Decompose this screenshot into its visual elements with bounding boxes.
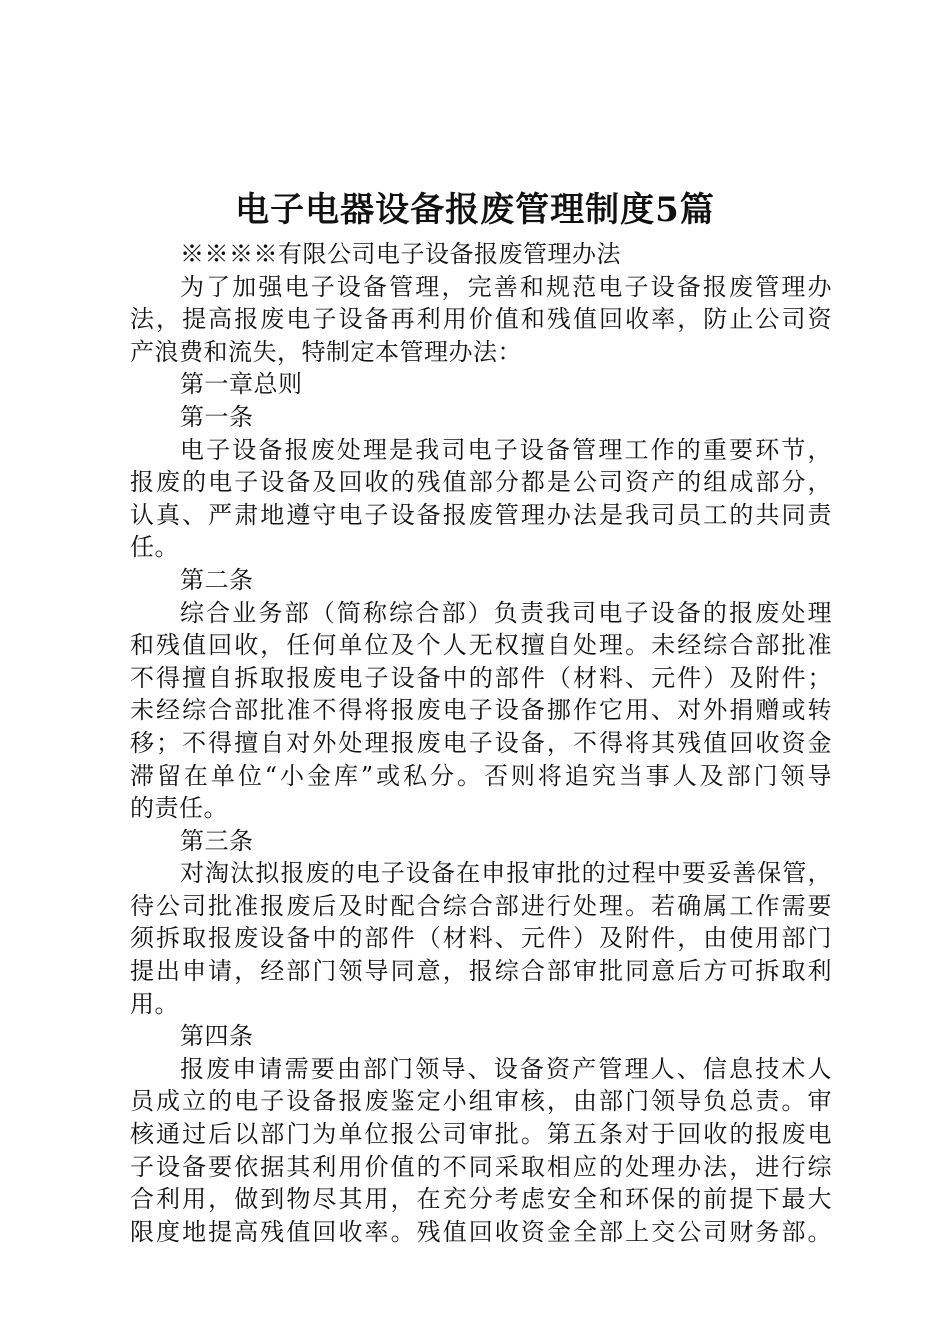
text-line: 第三条 (180, 826, 254, 855)
text-line: 第一章总则 (180, 370, 303, 399)
text-line: 第四条 (180, 1022, 254, 1051)
text-line: 员成立的电子设备报废鉴定小组审核，由部门领导负总责。审 (130, 1087, 832, 1116)
text-line: 未经综合部批准不得将报废电子设备挪作它用、对外捐赠或转 (130, 696, 832, 725)
text-line: 第二条 (180, 565, 254, 594)
text-line: 的责任。 (130, 794, 228, 823)
text-line: 须拆取报废设备中的部件（材料、元件）及附件，由使用部门 (130, 924, 832, 953)
text-line: 合利用，做到物尽其用，在充分考虑安全和环保的前提下最大 (130, 1185, 832, 1214)
text-line: 产浪费和流失，特制定本管理办法： (130, 337, 522, 366)
text-line: 子设备要依据其利用价值的不同采取相应的处理办法，进行综 (130, 1152, 832, 1181)
text-line: 限度地提高残值回收率。残值回收资金全部上交公司财务部。 (130, 1217, 832, 1246)
text-line: 综合业务部（简称综合部）负责我司电子设备的报废处理 (180, 598, 832, 627)
text-line: 移；不得擅自对外处理报废电子设备，不得将其残值回收资金 (130, 728, 832, 757)
text-line: 对淘汰拟报废的电子设备在申报审批的过程中要妥善保管， (180, 859, 832, 888)
document-body (130, 238, 832, 1248)
text-line: 法，提高报废电子设备再利用价值和残值回收率，防止公司资 (130, 305, 832, 334)
text-line: 和残值回收，任何单位及个人无权擅自处理。未经综合部批准 (130, 631, 832, 660)
text-line: 待公司批准报废后及时配合综合部进行处理。若确属工作需要 (130, 891, 832, 920)
text-line: 提出申请，经部门领导同意，报综合部审批同意后方可拆取利 (130, 957, 832, 986)
text-line: 报废的电子设备及回收的残值部分都是公司资产的组成部分， (130, 468, 832, 497)
text-line: ※※※※有限公司电子设备报废管理办法 (180, 240, 621, 268)
text-line: 核通过后以部门为单位报公司审批。第五条对于回收的报废电 (130, 1120, 832, 1149)
text-line: 用。 (130, 989, 179, 1018)
text-line: 滞留在单位“小金库”或私分。否则将追究当事人及部门领导 (130, 761, 832, 790)
text-line: 第一条 (180, 402, 254, 431)
text-line: 为了加强电子设备管理，完善和规范电子设备报废管理办 (180, 272, 832, 301)
text-line: 认真、严肃地遵守电子设备报废管理办法是我司员工的共同责 (130, 500, 832, 529)
text-line: 电子设备报废处理是我司电子设备管理工作的重要环节， (180, 435, 832, 464)
text-line: 任。 (130, 533, 179, 562)
text-line: 不得擅自拆取报废电子设备中的部件（材料、元件）及附件； (130, 663, 832, 692)
document-title: 电子电器设备报废管理制度5篇 (235, 190, 715, 230)
text-line: 报废申请需要由部门领导、设备资产管理人、信息技术人 (180, 1054, 832, 1083)
